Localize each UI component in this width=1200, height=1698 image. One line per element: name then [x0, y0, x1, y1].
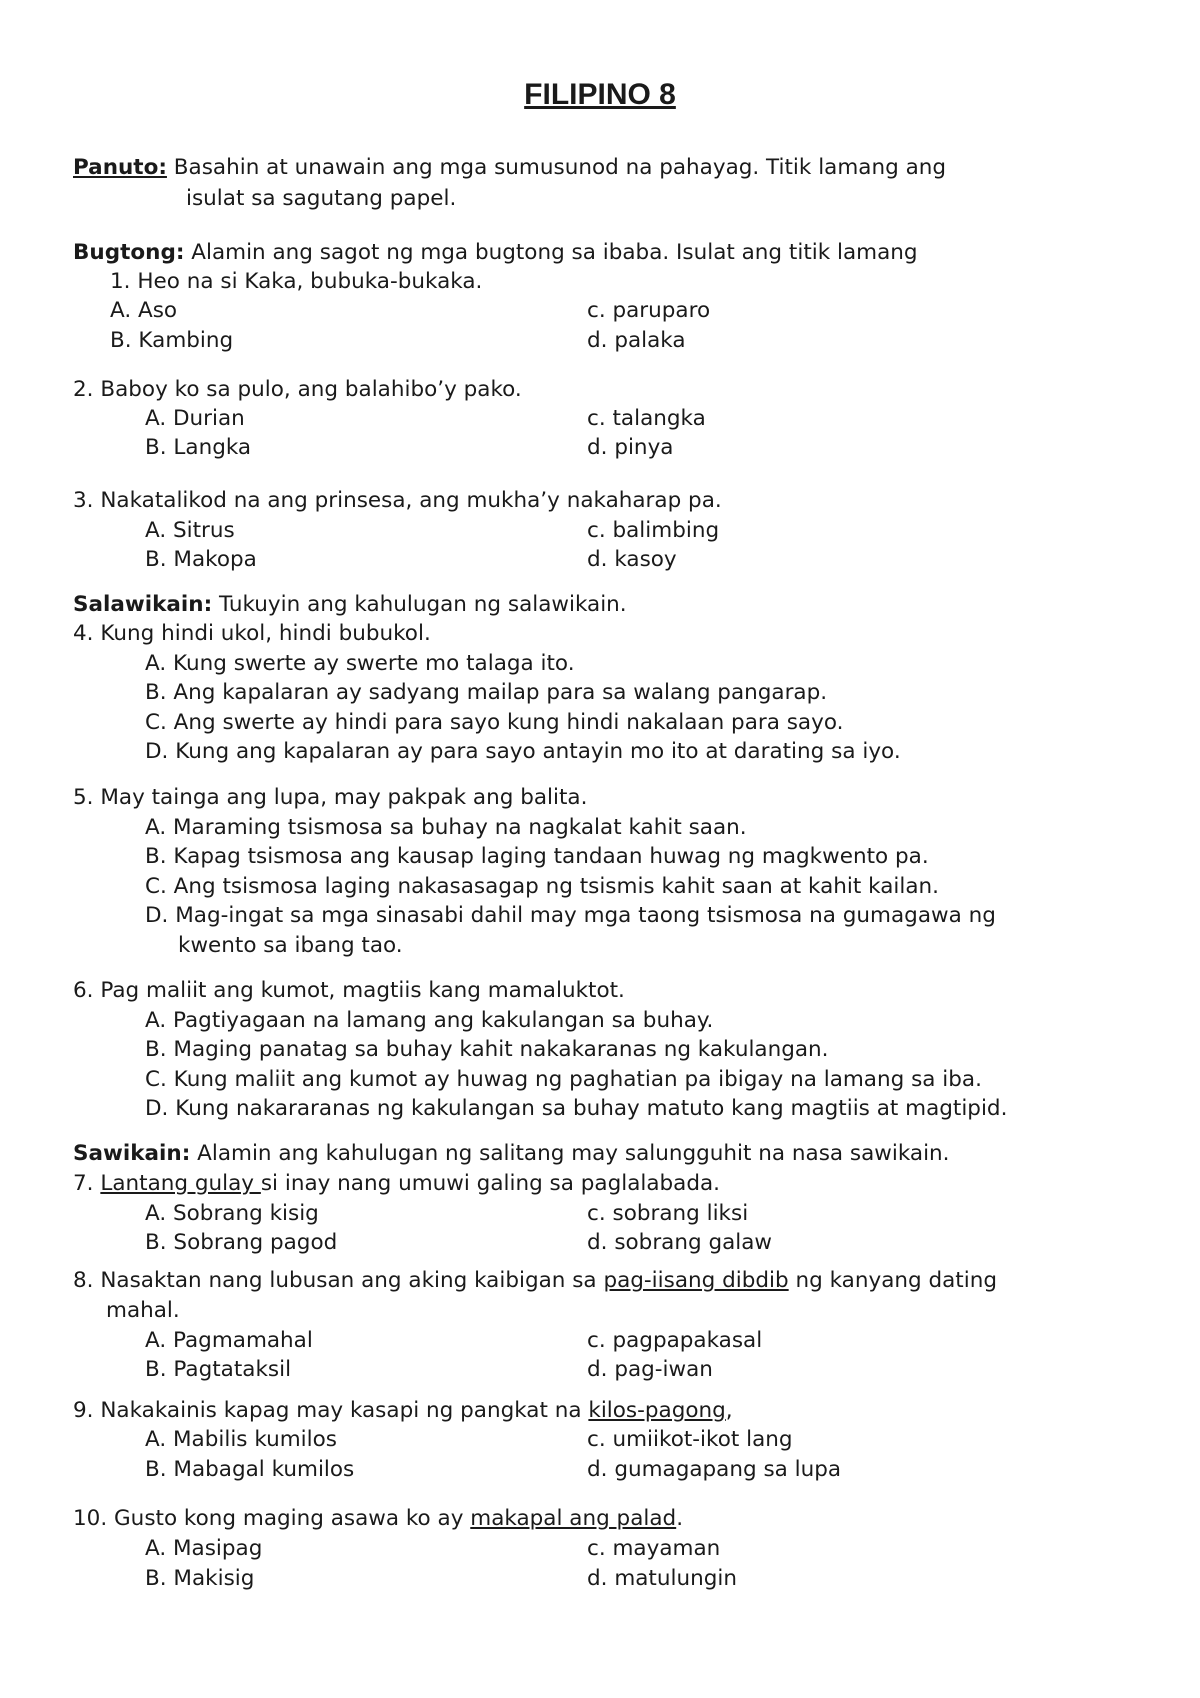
- q2-option-d: d. pinya: [587, 435, 674, 460]
- q2-option-a: A. Durian: [145, 406, 245, 431]
- panuto-label: Panuto:: [73, 155, 167, 180]
- q2-option-b: B. Langka: [145, 435, 252, 460]
- q2-option-c: c. talangka: [587, 406, 706, 431]
- sawikain-label: Sawikain:: [73, 1141, 191, 1166]
- q7-option-b: B. Sobrang pagod: [145, 1230, 338, 1255]
- q4-option-b: B. Ang kapalaran ay sadyang mailap para sa walang pangarap.: [145, 680, 828, 705]
- q6-option-d: D. Kung nakararanas ng kakulangan sa buhay matuto kang magtiis at magtipid.: [145, 1096, 1008, 1121]
- q4-option-a: A. Kung swerte ay swerte mo talaga ito.: [145, 651, 575, 676]
- q9-option-c: c. umiikot-ikot lang: [587, 1427, 793, 1452]
- salawikain-instruction: Tukuyin ang kahulugan ng salawikain.: [212, 592, 627, 617]
- q9-option-a: A. Mabilis kumilos: [145, 1427, 337, 1452]
- q5-option-a: A. Maraming tsismosa sa buhay na nagkalat kahit saan.: [145, 815, 747, 840]
- q4-question: 4. Kung hindi ukol, hindi bubukol.: [73, 621, 431, 646]
- q8-option-a: A. Pagmamahal: [145, 1328, 313, 1353]
- q1-option-b: B. Kambing: [110, 328, 234, 353]
- salawikain-label: Salawikain:: [73, 592, 213, 617]
- panuto-line-1: [73, 155, 946, 181]
- q5-option-d-cont: kwento sa ibang tao.: [178, 933, 403, 958]
- q9-pre: 9. Nakakainis kapag may kasapi ng pangkat na: [73, 1398, 589, 1423]
- q1-option-d: d. palaka: [587, 328, 686, 353]
- q3-question: 3. Nakatalikod na ang prinsesa, ang mukha’y nakaharap pa.: [73, 488, 722, 513]
- q3-option-a: A. Sitrus: [145, 518, 235, 543]
- q10-post: .: [676, 1506, 684, 1531]
- page-title: FILIPINO 8: [524, 78, 676, 111]
- q8-option-c: c. pagpapakasal: [587, 1328, 763, 1353]
- q9-option-b: B. Mabagal kumilos: [145, 1457, 355, 1482]
- q10-option-a: A. Masipag: [145, 1536, 263, 1561]
- q9-underlined-phrase: kilos-pagong: [588, 1398, 726, 1423]
- q7-option-d: d. sobrang galaw: [587, 1230, 772, 1255]
- q3-option-b: B. Makopa: [145, 547, 257, 572]
- q5-question: 5. May tainga ang lupa, may pakpak ang balita.: [73, 785, 588, 810]
- q7-option-c: c. sobrang liksi: [587, 1201, 749, 1226]
- bugtong-heading: [73, 240, 918, 266]
- q10-pre: 10. Gusto kong maging asawa ko ay: [73, 1506, 471, 1531]
- q5-option-b: B. Kapag tsismosa ang kausap laging tandaan huwag ng magkwento pa.: [145, 844, 929, 869]
- q8-pre: 8. Nasaktan nang lubusan ang aking kaibigan sa: [73, 1268, 604, 1293]
- q4-option-c: C. Ang swerte ay hindi para sayo kung hindi nakalaan para sayo.: [145, 710, 844, 735]
- q4-option-d: D. Kung ang kapalaran ay para sayo antayin mo ito at darating sa iyo.: [145, 739, 901, 764]
- q7-question: [73, 1171, 720, 1197]
- q8-question: [73, 1268, 997, 1294]
- q8-option-b: B. Pagtataksil: [145, 1357, 292, 1382]
- q10-option-b: B. Makisig: [145, 1566, 255, 1591]
- q7-option-a: A. Sobrang kisig: [145, 1201, 319, 1226]
- q10-option-d: d. matulungin: [587, 1566, 737, 1591]
- q3-option-d: d. kasoy: [587, 547, 677, 572]
- sawikain-heading: [73, 1141, 950, 1167]
- q7-number: 7.: [73, 1171, 101, 1196]
- q5-option-d: D. Mag-ingat sa mga sinasabi dahil may mga taong tsismosa na gumagawa ng: [145, 903, 996, 928]
- q9-question: [73, 1398, 733, 1424]
- q2-question: 2. Baboy ko sa pulo, ang balahibo’y pako.: [73, 377, 522, 402]
- q10-underlined-phrase: makapal ang palad: [470, 1506, 677, 1531]
- q1-option-c: c. paruparo: [587, 298, 711, 323]
- q8-question-cont: mahal.: [106, 1298, 180, 1323]
- q10-option-c: c. mayaman: [587, 1536, 721, 1561]
- q8-option-d: d. pag-iwan: [587, 1357, 713, 1382]
- q1-option-a: A. Aso: [110, 298, 178, 323]
- q9-option-d: d. gumagapang sa lupa: [587, 1457, 842, 1482]
- q9-post: ,: [725, 1398, 733, 1423]
- q10-question: [73, 1506, 683, 1532]
- q8-underlined-phrase: pag-iisang dibdib: [603, 1268, 789, 1293]
- bugtong-instruction: Alamin ang sagot ng mga bugtong sa ibaba. Isulat ang titik lamang: [184, 240, 918, 265]
- salawikain-heading: [73, 592, 627, 618]
- panuto-line-2: isulat sa sagutang papel.: [186, 186, 457, 211]
- q6-question: 6. Pag maliit ang kumot, magtiis kang mamaluktot.: [73, 978, 625, 1003]
- bugtong-label: Bugtong:: [73, 240, 185, 265]
- q6-option-b: B. Maging panatag sa buhay kahit nakakaranas ng kakulangan.: [145, 1037, 829, 1062]
- q7-underlined-phrase: Lantang gulay: [100, 1171, 261, 1196]
- q3-option-c: c. balimbing: [587, 518, 720, 543]
- q5-option-c: C. Ang tsismosa laging nakasasagap ng tsismis kahit saan at kahit kailan.: [145, 874, 939, 899]
- q6-option-c: C. Kung maliit ang kumot ay huwag ng paghatian pa ibigay na lamang sa iba.: [145, 1067, 982, 1092]
- q6-option-a: A. Pagtiyagaan na lamang ang kakulangan sa buhay.: [145, 1008, 714, 1033]
- panuto-text-1: Basahin at unawain ang mga sumusunod na pahayag. Titik lamang ang: [166, 155, 947, 180]
- sawikain-instruction: Alamin ang kahulugan ng salitang may salungguhit na nasa sawikain.: [190, 1141, 950, 1166]
- q1-question: 1. Heo na si Kaka, bubuka-bukaka.: [110, 269, 483, 294]
- q8-post: ng kanyang dating: [788, 1268, 997, 1293]
- q7-rest: si inay nang umuwi galing sa paglalabada.: [260, 1171, 721, 1196]
